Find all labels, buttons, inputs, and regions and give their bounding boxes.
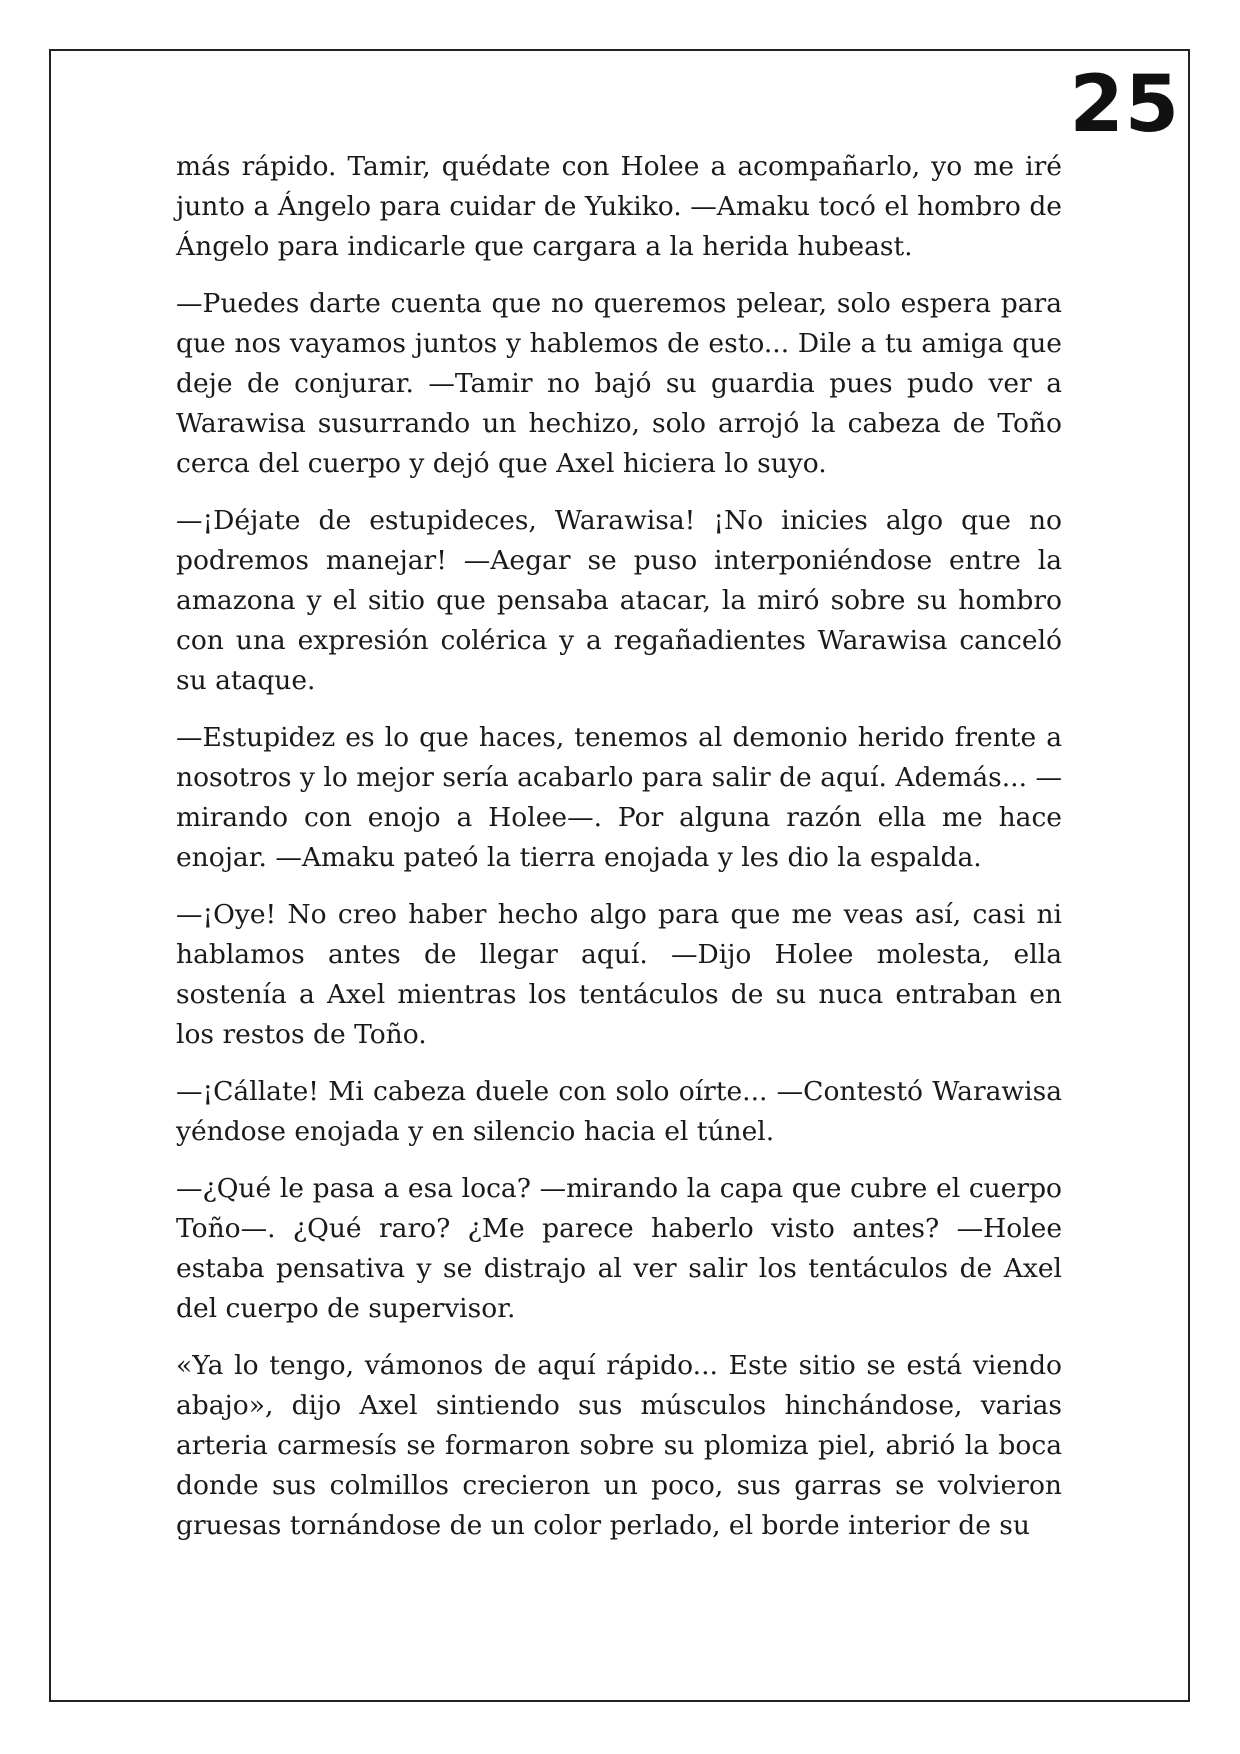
paragraph: más rápido. Tamir, quédate con Holee a acompañarlo, yo me iré junto a Ángelo para cuidar de Yukiko. —Amaku tocó el hombro de Ángelo para indicarle que cargara a la herida hubeast. [176,151,1062,262]
body-text [176,147,1062,1563]
paragraph: —Puedes darte cuenta que no queremos pelear, solo espera para que nos vayamos juntos y hablemos de esto... Dile a tu amiga que deje de conjurar. —Tamir no bajó su guardia pues pudo ver a Warawisa susurrando un hechizo, solo arrojó la cabeza de Toño cerca del cuerpo y dejó que Axel hiciera lo suyo. [176,288,1062,479]
paragraph: —¡Oye! No creo haber hecho algo para que me veas así, casi ni hablamos antes de llegar aquí. —Dijo Holee molesta, ella sostenía a Axel mientras los tentáculos de su nuca entraban en los restos de Toño. [176,899,1062,1050]
paragraph: —¡Cállate! Mi cabeza duele con solo oírte... —Contestó Warawisa yéndose enojada y en silencio hacia el túnel. [176,1076,1062,1147]
paragraph: «Ya lo tengo, vámonos de aquí rápido... Este sitio se está viendo abajo», dijo Axel sintiendo sus músculos hinchándose, varias arteria carmesís se formaron sobre su plomiza piel, abrió la boca donde sus colmillos crecieron un poco, sus garras se volvieron gruesas tornándose de un color perlado, el borde interior de su [176,1350,1062,1541]
page-number: 25 [1069,60,1180,150]
paragraph: —¡Déjate de estupideces, Warawisa! ¡No inicies algo que no podremos manejar! —Aegar se puso interponiéndose entre la amazona y el sitio que pensaba atacar, la miró sobre su hombro con una expresión colérica y a regañadientes Warawisa canceló su ataque. [176,505,1062,696]
paragraph: —¿Qué le pasa a esa loca? —mirando la capa que cubre el cuerpo Toño—. ¿Qué raro? ¿Me parece haberlo visto antes? —Holee estaba pensativa y se distrajo al ver salir los tentáculos de Axel del cuerpo de supervisor. [176,1173,1062,1324]
paragraph: —Estupidez es lo que haces, tenemos al demonio herido frente a nosotros y lo mejor sería acabarlo para salir de aquí. Además... —mirando con enojo a Holee—. Por alguna razón ella me hace enojar. —Amaku pateó la tierra enojada y les dio la espalda. [176,722,1062,873]
